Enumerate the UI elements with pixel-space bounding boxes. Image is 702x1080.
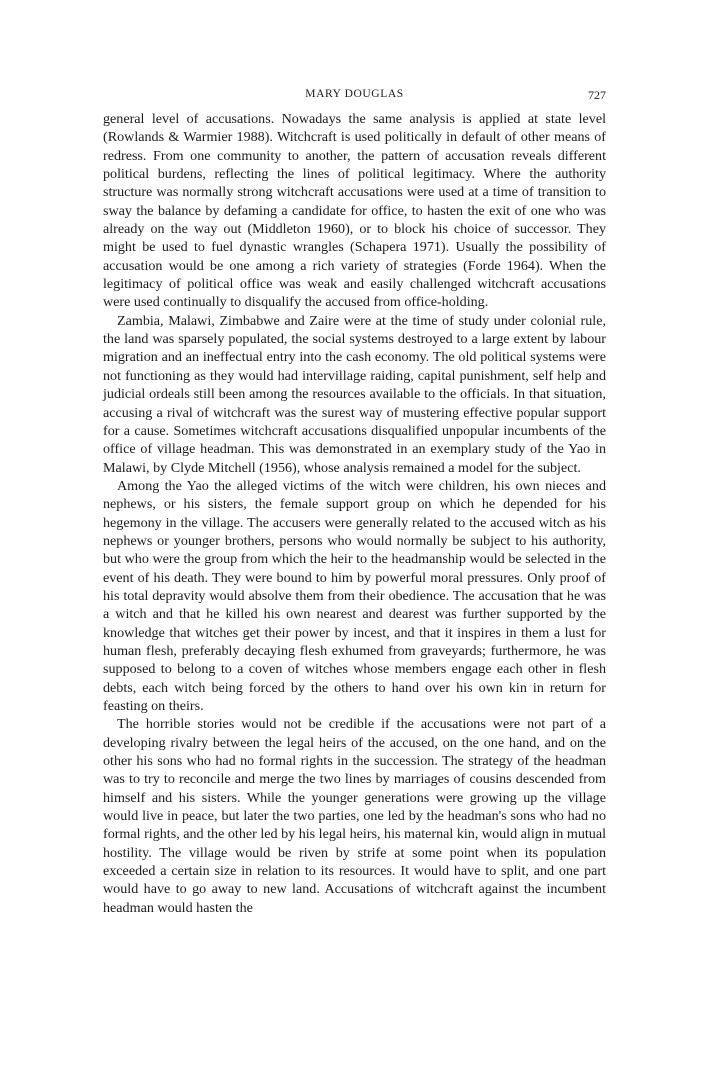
paragraph: Zambia, Malawi, Zimbabwe and Zaire were at the time of study under colonial rule, the land was sparsely populated, the social systems destroyed to a large extent by labour migration and an ineffectual entry into the cash economy. The old political systems were not functioning as they would had intervillage raiding, capital punishment, self help and judicial ordeals still been among the resources available to the officials. In that situation, accusing a rival of witchcraft was the surest way of mustering effective popular support for a cause. Sometimes witchcraft accusations disqualified unpopular incumbents of the office of village headman. This was demonstrated in an exemplary study of the Yao in Malawi, by Clyde Mitchell (1956), whose analysis remained a model for the subject. xyxy=(103,312,606,476)
page xyxy=(103,84,606,917)
page-header xyxy=(103,84,606,106)
paragraph: The horrible stories would not be credible if the accusations were not part of a developing rivalry between the legal heirs of the accused, on the one hand, and on the other his sons who had no formal rights in the succession. The strategy of the headman was to try to reconcile and merge the two lines by marriages of cousins descended from himself and his sisters. While the younger generations were growing up the village would live in peace, but later the two parties, one led by the headman's sons who had no formal rights, and the other led by his legal heirs, his maternal kin, would align in mutual hostility. The village would be riven by strife at some point when its population exceeded a certain size in relation to its resources. It would have to split, and one part would have to go away to new land. Accusations of witchcraft against the incumbent headman would hasten the xyxy=(103,716,606,916)
page-number: 727 xyxy=(588,88,606,102)
paragraph: general level of accusations. Nowadays the same analysis is applied at state level (Rowlands & Warmier 1988). Witchcraft is used politically in default of other means of redress. From one community to another, the pattern of accusation reveals different political burdens, reflecting the lines of political legitimacy. Where the authority structure was normally strong witchcraft accusations were used at a time of transition to sway the balance by defaming a candidate for office, to hasten the exit of one who was already on the way out (Middleton 1960), or to block his choice of successor. They might be used to fuel dynastic wrangles (Schapera 1971). Usually the possibility of accusation would be one among a rich variety of strategies (Forde 1964). When the legitimacy of political office was weak and easily challenged witchcraft accusations were used continually to disqualify the accused from office-holding. xyxy=(103,111,606,311)
running-head: MARY DOUGLAS xyxy=(305,88,404,100)
body-text xyxy=(103,110,606,917)
paragraph: Among the Yao the alleged victims of the witch were children, his own nieces and nephews, or his sisters, the female support group on which he depended for his hegemony in the village. The accusers were generally related to the accused witch as his nephews or younger brothers, persons who would normally be subject to his authority, but who were the group from which the heir to the headmanship would be selected in the event of his death. They were bound to him by powerful moral pressures. Only proof of his total depravity would absolve them from their obedience. The accusation that he was a witch and that he killed his own nearest and dearest was further supported by the knowledge that witches get their power by incest, and that it inspires in them a lust for human flesh, preferably decaying flesh exhumed from graveyards; furthermore, he was supposed to belong to a coven of witches whose members engage each other in flesh debts, each witch being forced by the others to hand over his own kin in return for feasting on theirs. xyxy=(103,477,606,714)
